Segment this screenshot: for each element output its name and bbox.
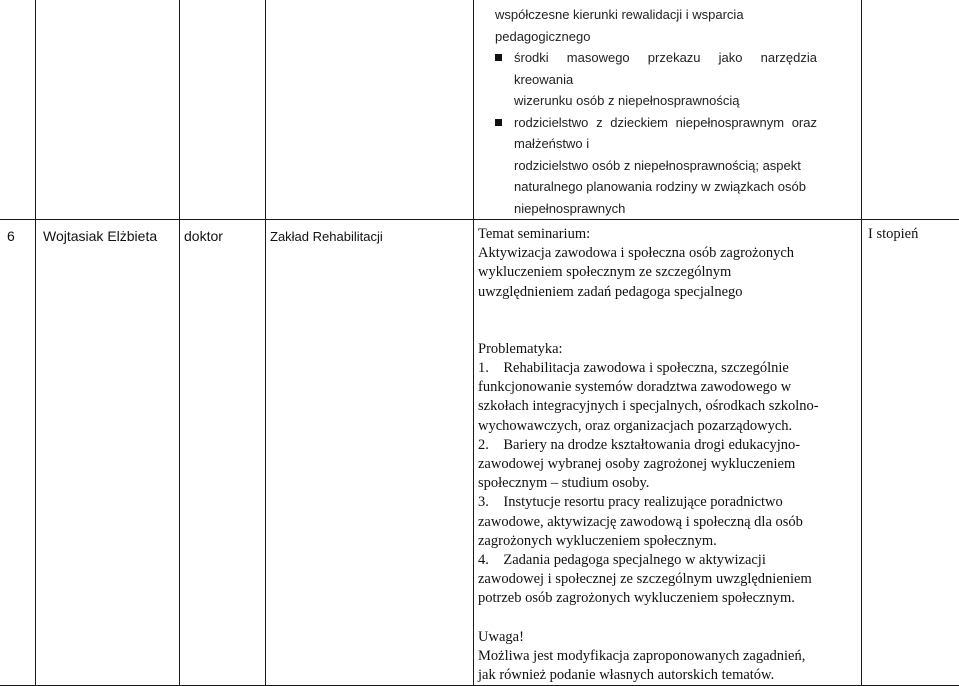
row-number-cell — [0, 220, 36, 686]
problem-line: potrzeb osób zagrożonych wykluczeniem społecznym. — [478, 589, 850, 608]
problem-line: 4. Zadania pedagoga specjalnego w aktywizacji — [478, 551, 850, 570]
table-row — [0, 0, 959, 220]
empty-cell — [266, 0, 474, 220]
previous-topics-cell — [474, 0, 862, 220]
supervisor-name-cell — [36, 220, 180, 686]
square-bullet-icon — [495, 119, 502, 126]
text-line: naturalnego planowania rodziny w związkach osób — [495, 176, 817, 198]
academic-title: doktor — [180, 220, 265, 244]
empty-cell — [862, 0, 959, 220]
text-line: rodzicielstwo z dzieckiem niepełnosprawnym oraz małżeństwo i — [514, 115, 817, 152]
bullet-item — [495, 47, 817, 90]
table-row — [0, 220, 959, 686]
problem-line: społecznym – studium osoby. — [478, 474, 850, 493]
problem-line: wychowawczych, oraz organizacjach pozarządowych. — [478, 417, 850, 436]
degree-level: I stopień — [862, 220, 959, 243]
empty-cell — [180, 0, 266, 220]
problem-line: 3. Instytucje resortu pracy realizujące poradnictwo — [478, 493, 850, 512]
seminar-description — [474, 220, 850, 685]
topic-line: wykluczeniem społecznym ze szczególnym — [478, 263, 850, 282]
problem-line: funkcjonowanie systemów doradztwa zawodowego w — [478, 378, 850, 397]
bullet-item — [495, 112, 817, 155]
text-line: współczesne kierunki rewalidacji i wsparcia — [495, 4, 817, 26]
academic-title-cell — [180, 220, 266, 686]
topic-label: Temat seminarium: — [478, 225, 850, 244]
previous-topics — [474, 0, 817, 219]
text-line: niepełnosprawnych — [495, 198, 817, 220]
note-line: jak również podanie własnych autorskich tematów. — [478, 666, 850, 685]
department-cell — [266, 220, 474, 686]
text-line: pedagogicznego — [495, 26, 817, 48]
department-name: Zakład Rehabilitacji — [266, 220, 473, 244]
note-line: Możliwa jest modyfikacja zaproponowanych zagadnień, — [478, 647, 850, 666]
topic-line: Aktywizacja zawodowa i społeczna osób zagrożonych — [478, 244, 850, 263]
problem-line: zawodowej wybranej osoby zagrożonej wykluczeniem — [478, 455, 850, 474]
problem-line: 2. Bariery na drodze kształtowania drogi edukacyjno- — [478, 436, 850, 455]
note-label: Uwaga! — [478, 628, 850, 647]
problem-line: szkołach integracyjnych i specjalnych, ośrodkach szkolno- — [478, 397, 850, 416]
text-line: rodzicielstwo osób z niepełnosprawnością; aspekt — [495, 155, 817, 177]
problem-line: zawodowe, aktywizację zawodową i społeczną dla osób — [478, 513, 850, 532]
square-bullet-icon — [495, 54, 502, 61]
problem-line: 1. Rehabilitacja zawodowa i społeczna, szczególnie — [478, 359, 850, 378]
problems-label: Problematyka: — [478, 340, 850, 359]
degree-cell — [862, 220, 959, 686]
problem-line: zagrożonych wykluczeniem społecznym. — [478, 532, 850, 551]
text-line: wizerunku osób z niepełnosprawnością — [495, 90, 817, 112]
row-number: 6 — [0, 220, 35, 244]
empty-cell — [0, 0, 36, 220]
empty-cell — [36, 0, 180, 220]
seminar-description-cell — [474, 220, 862, 686]
topic-line: uwzględnieniem zadań pedagoga specjalnego — [478, 283, 850, 302]
supervisor-name: Wojtasiak Elżbieta — [36, 220, 179, 244]
text-line: środki masowego przekazu jako narzędzia kreowania — [514, 50, 817, 87]
problem-line: zawodowej i społecznej ze szczególnym uwzględnieniem — [478, 570, 850, 589]
